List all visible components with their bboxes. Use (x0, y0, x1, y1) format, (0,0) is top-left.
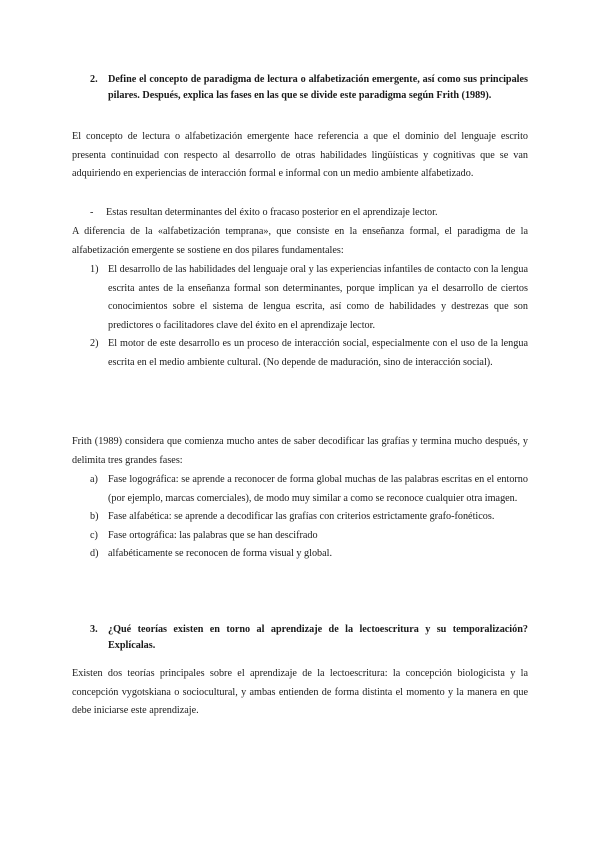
list-item (90, 508, 528, 527)
list-item (90, 335, 528, 372)
list-item (90, 471, 528, 508)
list-item (90, 545, 528, 564)
paragraph-pillars-intro: A diferencia de la «alfabetización temprana», que consiste en la enseñanza formal, el paradigma de la alfabetización emergente se sostiene en dos pilares fundamentales: (72, 226, 528, 256)
list-marker: 1) (90, 264, 99, 275)
list-item-text: Fase ortográfica: las palabras que se han descifrado (108, 529, 318, 541)
dash-marker: - (90, 207, 94, 218)
list-item (90, 261, 528, 335)
list-marker: d) (90, 548, 99, 559)
phases-list (90, 471, 528, 564)
question-2-heading (90, 72, 528, 104)
paragraph-frith: Frith (1989) considera que comienza mucho antes de saber decodificar las grafías y termina mucho después, y delimita tres grandes fases: (72, 436, 528, 466)
question-3-heading (90, 622, 528, 654)
question-2-text: Define el concepto de paradigma de lectura o alfabetización emergente, así como sus principales pilares. Después, explica las fases en las que se divide este paradigma según Frith (1989). (108, 74, 528, 101)
list-marker: c) (90, 529, 98, 541)
list-item-text: alfabéticamente se reconocen de forma visual y global. (108, 548, 333, 559)
list-item-text: Fase logográfica: se aprende a reconocer de forma global muchas de las palabras escritas en el entorno (por ejemplo, marcas comerciales), de modo muy similar a como se reconoce cualquier otra imagen. (108, 474, 528, 504)
list-marker: 2) (90, 338, 99, 349)
list-item-text: El desarrollo de las habilidades del lenguaje oral y las experiencias infantiles de contacto con la lengua escrita antes de la enseñanza formal son determinantes, porque implican ya el desarrollo de ciertos conocimientos sobre el sistema de lengua escrita, así como de habilidades y destrezas que son predictores o facilitadores clave del éxito en el aprendizaje lector. (108, 264, 528, 331)
question-3-text: ¿Qué teorías existen en torno al aprendizaje de la lectoescritura y su temporalización? Explícalas. (108, 624, 528, 651)
pillars-list (90, 261, 528, 372)
paragraph-emergent-literacy: El concepto de lectura o alfabetización emergente hace referencia a que el dominio del lenguaje escrito presenta continuidad con respecto al desarrollo de otras habilidades lingüísticas y cognitivas que se van adquiriendo en experiencias de interacción formal e informal con un medio ambiente alfabetizado. (72, 131, 528, 179)
list-item-text: Fase alfabética: se aprende a decodificar las grafías con criterios estrictamente grafo-fonéticos. (108, 511, 495, 522)
list-marker: b) (90, 511, 99, 522)
question-2-number: 2. (90, 74, 98, 85)
paragraph-theories: Existen dos teorías principales sobre el aprendizaje de la lectoescritura: la concepción biologicista y la concepción vygotskiana o sociocultural, y ambas entienden de forma distinta el momento y la manera en que debe iniciarse este aprendizaje. (72, 668, 528, 716)
dash-item-text: Estas resultan determinantes del éxito o fracaso posterior en el aprendizaje lector. (106, 207, 438, 218)
list-item (90, 527, 528, 546)
list-marker: a) (90, 474, 98, 485)
list-item-text: El motor de este desarrollo es un proceso de interacción social, especialmente con el uso de la lengua escrita en el medio ambiente cultural. (No depende de maduración, sino de interacción social). (108, 338, 528, 368)
dash-list-item (90, 204, 528, 223)
question-3-number: 3. (90, 624, 98, 635)
